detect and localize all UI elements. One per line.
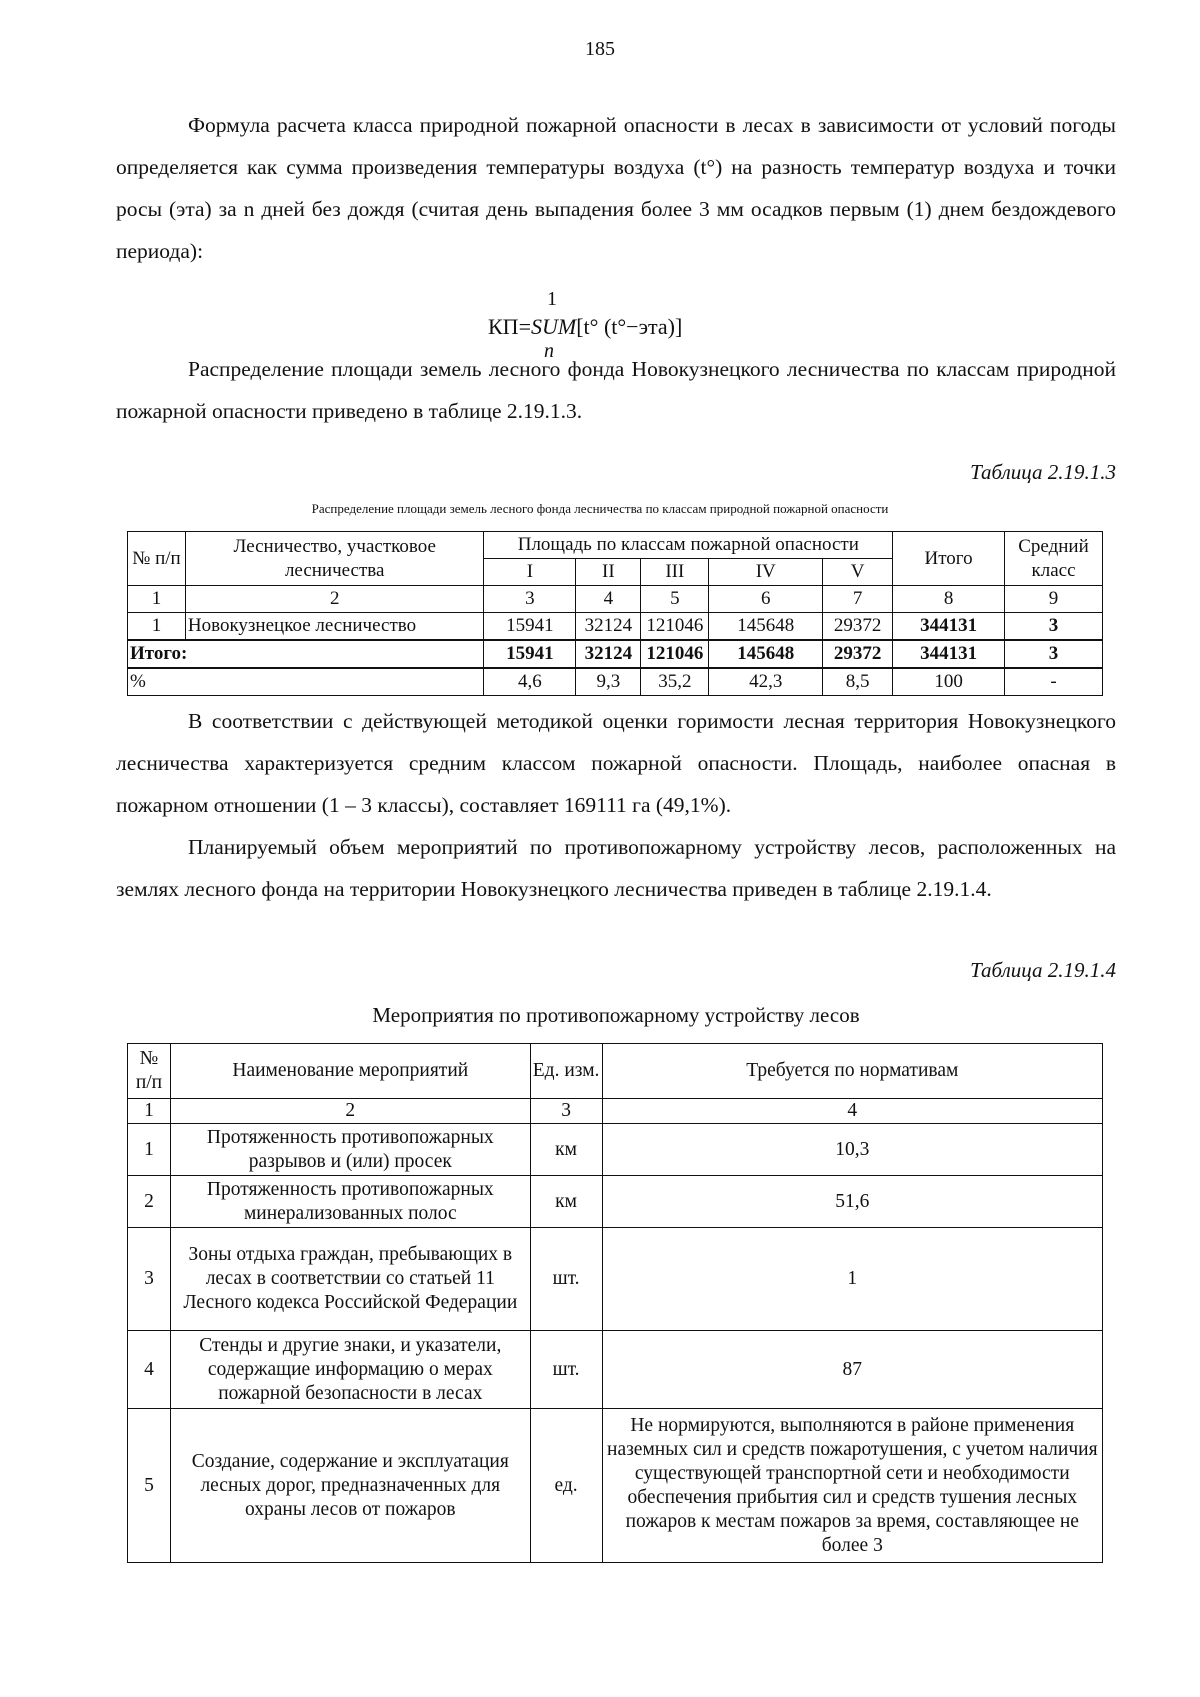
col-number: 9 [1005, 586, 1103, 613]
header-class: V [823, 559, 893, 586]
cell-unit: км [530, 1176, 602, 1228]
col-number: 3 [484, 586, 576, 613]
table-row [128, 1228, 1103, 1331]
cell-req: 1 [602, 1228, 1102, 1331]
cell-value: 9,3 [576, 668, 641, 696]
table-row [128, 1176, 1103, 1228]
cell-value: 8,5 [823, 668, 893, 696]
cell-value: 145648 [709, 613, 823, 641]
table1-subtitle: Распределение площади земель лесного фонда лесничества по классам природной пожарной опасности [311, 501, 889, 516]
cell-req: 10,3 [602, 1124, 1102, 1176]
table-row [128, 1124, 1103, 1176]
cell-num: 3 [128, 1228, 171, 1331]
col-number: 2 [185, 586, 484, 613]
header-avg: Средний класс [1005, 532, 1103, 586]
col-number: 7 [823, 586, 893, 613]
formula-equals: = [518, 314, 531, 339]
fire-class-table [127, 531, 1103, 696]
cell-value: 32124 [576, 613, 641, 641]
formula-lower-limit: n [544, 340, 554, 362]
cell-num: 4 [128, 1331, 171, 1409]
header-area: Площадь по классам пожарной опасности [484, 532, 893, 559]
cell-value: 145648 [709, 640, 823, 668]
percent-row [128, 668, 1103, 696]
cell-req: Не нормируются, выполняются в районе применения наземных сил и средств пожаротушения, с учетом наличия существующей транспортной сети и необходимости обеспечения прибытия сил и средств тушения лесных пожаров к местам пожаров за время, составляющее не более 3 [602, 1409, 1102, 1563]
total-label: Итого: [128, 640, 484, 668]
table-row [128, 613, 1103, 641]
col-number: 2 [170, 1099, 530, 1124]
header-num: № п/п [128, 532, 186, 586]
column-number-row [128, 1099, 1103, 1124]
col-number: 3 [530, 1099, 602, 1124]
fire-measures-table [127, 1043, 1103, 1563]
cell-name: Протяженность противопожарных разрывов и (или) просек [170, 1124, 530, 1176]
cell-value: 15941 [484, 640, 576, 668]
page-number: 185 [585, 38, 615, 60]
cell-total: 100 [893, 668, 1005, 696]
cell-unit: шт. [530, 1331, 602, 1409]
formula-lhs: КП [488, 314, 519, 339]
col-number: 1 [128, 586, 186, 613]
cell-num: 1 [128, 613, 186, 641]
paragraph-table2-intro [116, 826, 1116, 910]
cell-name: Зоны отдыха граждан, пребывающих в лесах в соответствии со статьей 11 Лесного кодекса Российской Федерации [170, 1228, 530, 1331]
cell-name: Новокузнецкое лесничество [185, 613, 484, 641]
formula-body: [t° (t°−эта)] [576, 314, 683, 339]
formula-function: SUM [530, 314, 577, 339]
paragraph-text: Планируемый объем мероприятий по противопожарному устройству лесов, расположенных на землях лесного фонда на территории Новокузнецкого лесничества приведен в таблице 2.19.1.4. [116, 835, 1116, 901]
cell-value: 32124 [576, 640, 641, 668]
header-num: № п/п [128, 1044, 171, 1099]
cell-unit: шт. [530, 1228, 602, 1331]
cell-num: 1 [128, 1124, 171, 1176]
cell-name: Создание, содержание и эксплуатация лесных дорог, предназначенных для охраны лесов от пожаров [170, 1409, 530, 1563]
table-row [128, 1409, 1103, 1563]
header-name: Наименование мероприятий [170, 1044, 530, 1099]
cell-total: 344131 [893, 613, 1005, 641]
cell-value: 4,6 [484, 668, 576, 696]
formula-main [488, 314, 682, 340]
header-class: II [576, 559, 641, 586]
cell-avg: 3 [1005, 613, 1103, 641]
paragraph-formula-intro [116, 104, 1116, 272]
header-class: III [641, 559, 709, 586]
cell-req: 51,6 [602, 1176, 1102, 1228]
cell-value: 121046 [641, 640, 709, 668]
paragraph-text: Распределение площади земель лесного фонда Новокузнецкого лесничества по классам природной пожарной опасности приведено в таблице 2.19.1.3. [116, 357, 1116, 423]
cell-unit: км [530, 1124, 602, 1176]
table-row [128, 1331, 1103, 1409]
cell-unit: ед. [530, 1409, 602, 1563]
header-class: IV [709, 559, 823, 586]
header-req: Требуется по нормативам [602, 1044, 1102, 1099]
cell-name: Протяженность противопожарных минерализованных полос [170, 1176, 530, 1228]
cell-name: Стенды и другие знаки, и указатели, содержащие информацию о мерах пожарной безопасности в лесах [170, 1331, 530, 1409]
cell-value: 29372 [823, 640, 893, 668]
header-name: Лесничество, участковое лесничества [185, 532, 484, 586]
cell-value: 29372 [823, 613, 893, 641]
col-number: 1 [128, 1099, 171, 1124]
col-number: 4 [602, 1099, 1102, 1124]
percent-label: % [128, 668, 484, 696]
header-unit: Ед. изм. [530, 1044, 602, 1099]
col-number: 5 [641, 586, 709, 613]
cell-value: 35,2 [641, 668, 709, 696]
total-row [128, 640, 1103, 668]
cell-num: 5 [128, 1409, 171, 1563]
paragraph-text: Формула расчета класса природной пожарной опасности в лесах в зависимости от условий погоды определяется как сумма произведения температуры воздуха (t°) на разность температур воздуха и точки росы (эта) за n дней без дождя (считая день выпадения более 3 мм осадков первым (1) днем бездождевого периода): [116, 113, 1116, 263]
column-number-row [128, 586, 1103, 613]
formula-upper-limit: 1 [547, 288, 557, 310]
cell-value: 121046 [641, 613, 709, 641]
cell-value: 15941 [484, 613, 576, 641]
paragraph-table1-intro [116, 348, 1116, 432]
table2-caption: Таблица 2.19.1.4 [970, 958, 1116, 982]
col-number: 6 [709, 586, 823, 613]
cell-req: 87 [602, 1331, 1102, 1409]
header-class: I [484, 559, 576, 586]
header-total: Итого [893, 532, 1005, 586]
col-number: 8 [893, 586, 1005, 613]
paragraph-text: В соответствии с действующей методикой оценки горимости лесная территория Новокузнецкого лесничества характеризуется средним классом пожарной опасности. Площадь, наиболее опасная в пожарном отношении (1 – 3 классы), составляет 169111 га (49,1%). [116, 709, 1116, 817]
cell-avg: - [1005, 668, 1103, 696]
cell-total: 344131 [893, 640, 1005, 668]
paragraph-assessment [116, 700, 1116, 826]
cell-avg: 3 [1005, 640, 1103, 668]
cell-num: 2 [128, 1176, 171, 1228]
table2-title: Мероприятия по противопожарному устройству лесов [372, 1003, 860, 1027]
table1-caption: Таблица 2.19.1.3 [970, 460, 1116, 484]
cell-value: 42,3 [709, 668, 823, 696]
col-number: 4 [576, 586, 641, 613]
